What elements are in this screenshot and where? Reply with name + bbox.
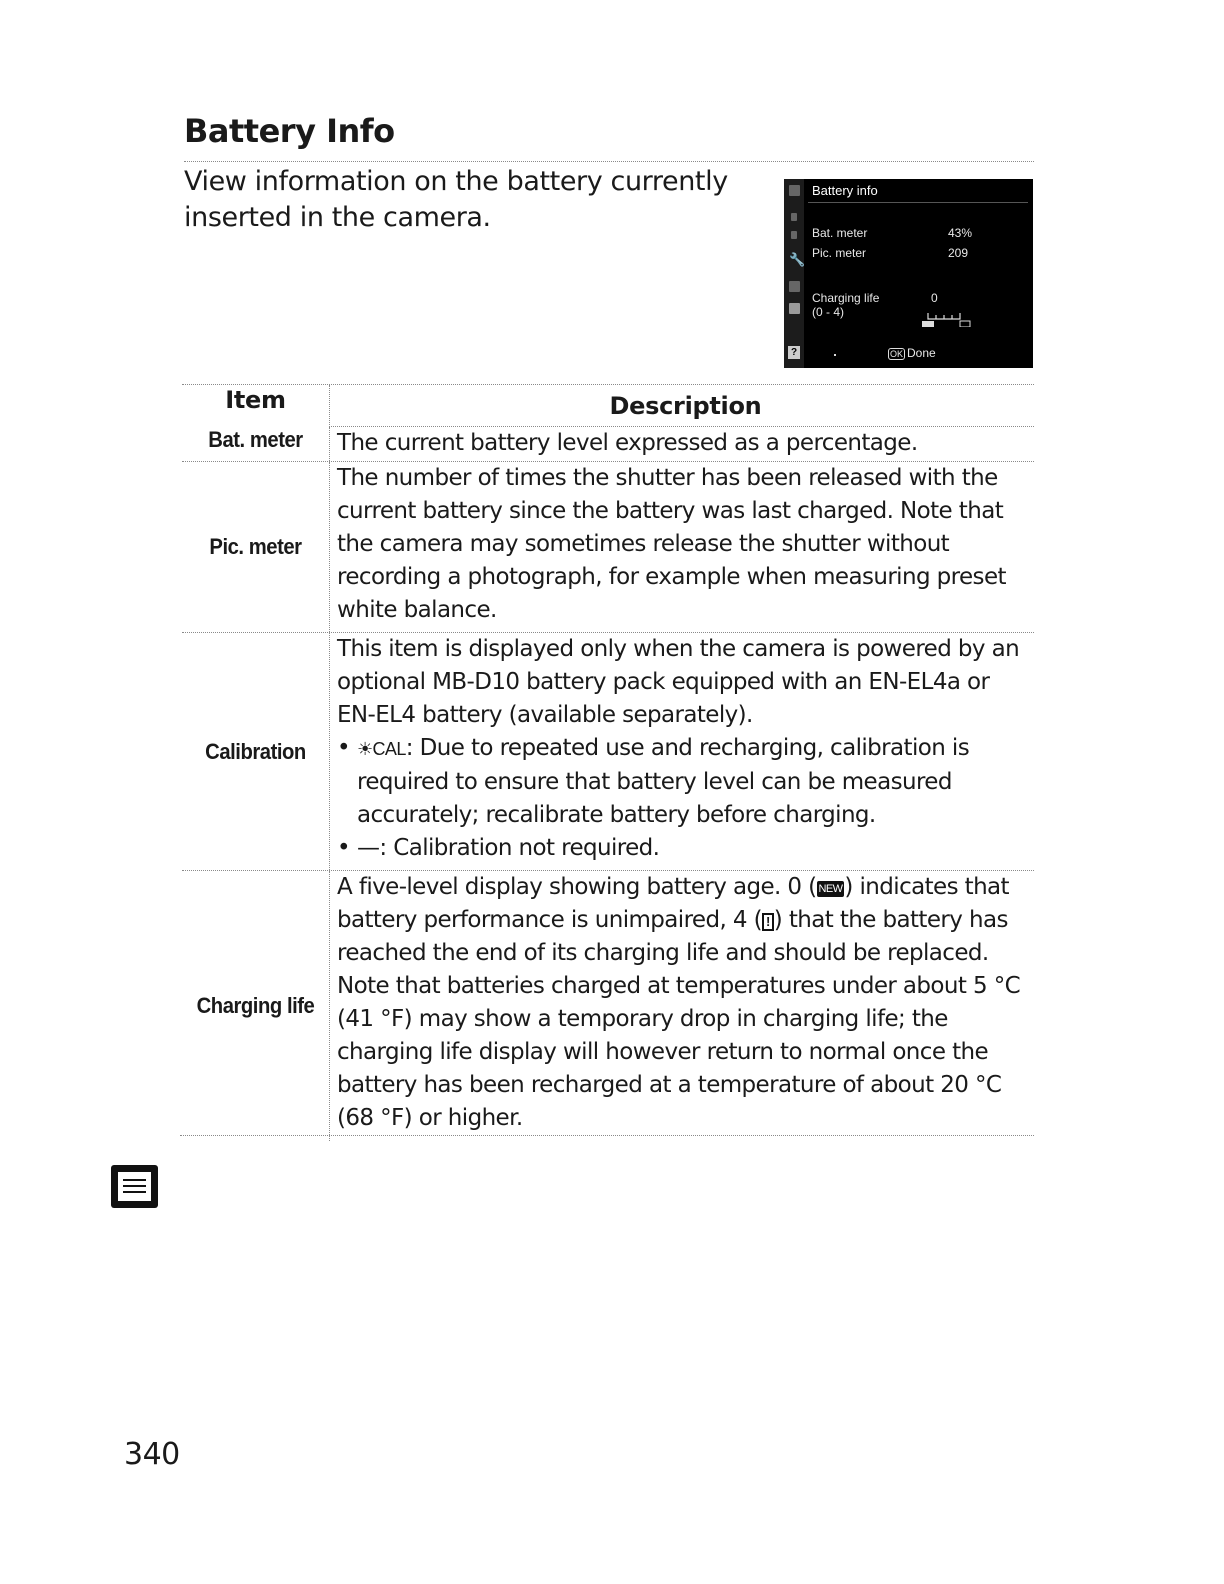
calibration-intro: This item is displayed only when the camera is powered by an optional MB-D10 battery pack equipped with an EN-EL4a or EN-EL4 battery (available separately).: [337, 636, 1020, 728]
dash-symbol: —: [357, 835, 380, 861]
header-item: Item: [225, 386, 286, 414]
item-bat-meter: Bat. meter: [208, 427, 303, 452]
calibration-bullet-cal: [337, 732, 1034, 832]
screen-charging-value: 0: [931, 291, 938, 305]
screen-pic-meter-label: Pic. meter: [812, 246, 867, 260]
bullet-dot: •: [337, 835, 350, 861]
screen-ok-done: [888, 346, 936, 360]
screen-charging-label: Charging life: [812, 291, 880, 305]
menu-icon-bar: [784, 179, 804, 368]
done-label: Done: [907, 346, 936, 360]
screen-pic-meter-value: 209: [948, 246, 969, 260]
title-divider: [184, 161, 1034, 162]
desc-pic-meter: The number of times the shutter has been released with the current battery since the battery was last charged. Note that the camera may sometimes release the shutter without recording a photograph, for example when measuring preset white balance.: [329, 462, 1034, 632]
page-number: 340: [124, 1437, 180, 1472]
table-header-row: [182, 384, 1034, 427]
screen-header-line: [808, 202, 1028, 203]
desc-bat-meter: The current battery level expressed as a percentage.: [329, 427, 1034, 461]
camera-screen: [784, 179, 1033, 368]
intro-text: View information on the battery currently inserted in the camera.: [184, 166, 728, 233]
cal-bullet-text: : Due to repeated use and recharging, calibration is required to ensure that battery level can be measured accurately; recalibrate battery before charging.: [357, 735, 970, 828]
item-calibration: Calibration: [205, 738, 306, 764]
page-title: Battery Info: [184, 112, 395, 150]
screen-bat-meter-label: Bat. meter: [812, 226, 868, 240]
new-battery-icon: NEW: [818, 883, 843, 895]
dash-bullet-text: : Calibration not required.: [379, 835, 660, 861]
item-pic-meter: Pic. meter: [209, 534, 302, 559]
table-row-pic-meter: [182, 461, 1034, 632]
custom-settings-icon: [791, 231, 797, 239]
table-bottom-rule: [180, 1135, 1034, 1136]
table-row-bat-meter: [182, 427, 1034, 461]
help-icon: ?: [788, 346, 800, 359]
screen-dot: [834, 354, 836, 356]
end-of-life-icon: !: [762, 913, 774, 931]
header-description: Description: [329, 385, 1034, 427]
screen-header: Battery info: [812, 183, 878, 198]
item-charging-life: Charging life: [196, 993, 315, 1018]
setup-menu-tab-icon: [111, 1165, 158, 1208]
shooting-menu-icon: [791, 213, 797, 221]
battery-info-table: [182, 384, 1034, 1141]
ok-button-icon: OK: [890, 349, 904, 359]
screen-charging-range: (0 - 4): [812, 305, 845, 319]
desc-calibration: [329, 633, 1034, 870]
desc-charging-life: A five-level display showing battery age. 0 ( NEW) indicates that battery performance is unimpaired, 4 ( ! ) that the battery has reached the end of its charging life and should be replaced. Note that batteries charged at temperatures under about 5 °C (41 °F) may show a temporary drop in charging life; the charging life display will however return to normal once the battery has been recharged at a temperature of about 20 °C (68 °F) or higher.: [329, 871, 1034, 1141]
playback-menu-icon: [789, 185, 800, 196]
retouch-menu-icon: [789, 281, 800, 292]
calibration-bullet-dash: [337, 832, 1034, 865]
wrench-icon: 🔧: [789, 252, 806, 267]
bullet-dot: •: [337, 735, 350, 761]
table-row-charging-life: [182, 870, 1034, 1141]
charging-life-gauge: [916, 311, 976, 327]
my-menu-icon: [789, 303, 800, 314]
table-row-calibration: [182, 632, 1034, 870]
screen-bat-meter-value: 43%: [948, 226, 973, 240]
cal-symbol: ☀CAL: [357, 739, 406, 759]
